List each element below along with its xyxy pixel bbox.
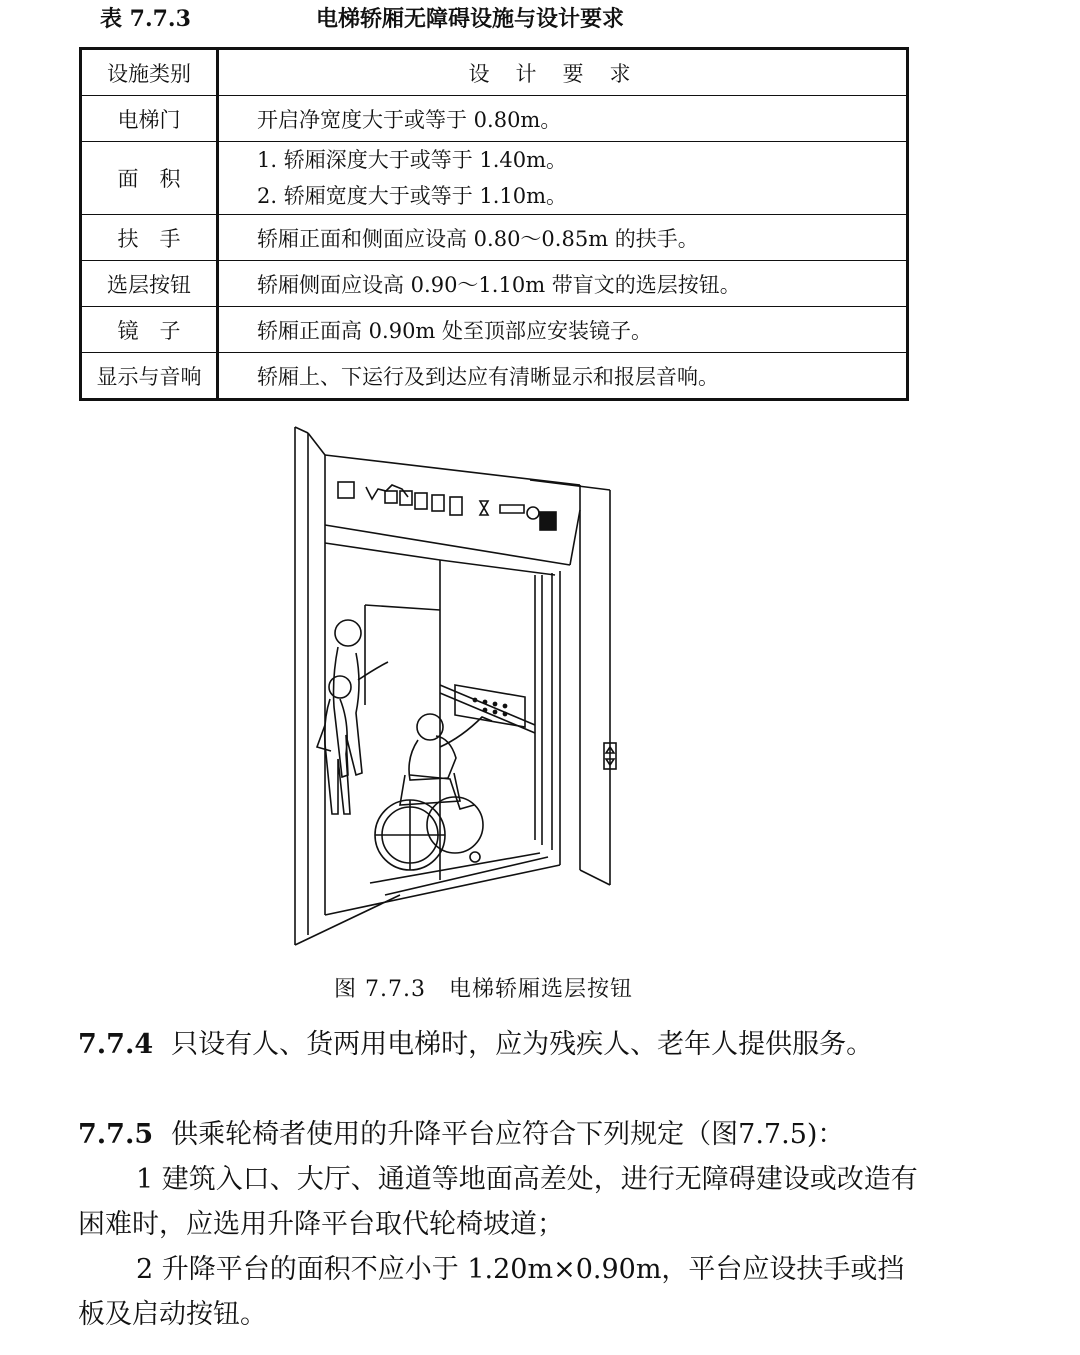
requirements-table (79, 47, 909, 401)
row-category: 电梯门 (81, 96, 218, 142)
table-row (81, 96, 908, 142)
table-row (81, 307, 908, 353)
row-requirement: 开启净宽度大于或等于 0.80m。 (218, 96, 908, 142)
row-requirement: 轿厢上、下运行及到达应有清晰显示和报层音响。 (218, 353, 908, 400)
table-number: 表 7.7.3 (100, 6, 191, 32)
header-category: 设施类别 (81, 49, 218, 96)
list-item-2 (78, 1247, 918, 1337)
table-row (81, 215, 908, 261)
row-category: 镜 子 (81, 307, 218, 353)
table-caption (0, 0, 1080, 34)
item-number: 2 (136, 1254, 154, 1285)
item-text: 升降平台的面积不应小于 1.20m×0.90m，平台应设扶手或挡板及启动按钮。 (78, 1254, 905, 1330)
row-requirement-multi (218, 142, 908, 215)
clause-7-7-5 (78, 1112, 918, 1157)
table-row (81, 261, 908, 307)
clause-number: 7.7.5 (78, 1119, 154, 1150)
row-category: 显示与音响 (81, 353, 218, 400)
row-requirement: 轿厢侧面应设高 0.90～1.10m 带盲文的选层按钮。 (218, 261, 908, 307)
header-requirements: 设计要求 (218, 49, 908, 96)
row-category: 扶 手 (81, 215, 218, 261)
row-requirement: 轿厢正面和侧面应设高 0.80～0.85m 的扶手。 (218, 215, 908, 261)
figure-caption: 图 7.7.3 电梯轿厢选层按钮 (334, 977, 633, 1002)
table-header-row (81, 49, 908, 96)
clause-text: 供乘轮椅者使用的升降平台应符合下列规定（图7.7.5)： (171, 1119, 845, 1150)
clause-7-7-4 (78, 1022, 918, 1067)
row-category: 选层按钮 (81, 261, 218, 307)
table-row (81, 353, 908, 400)
elevator-illustration (290, 425, 630, 950)
requirement-line: 1. 轿厢深度大于或等于 1.40m。 (257, 148, 568, 172)
item-number: 1 (136, 1164, 154, 1195)
list-item-1 (78, 1157, 918, 1247)
clause-text: 只设有人、货两用电梯时，应为残疾人、老年人提供服务。 (171, 1029, 874, 1060)
item-text: 建筑入口、大厅、通道等地面高差处，进行无障碍建设或改造有困难时，应选用升降平台取代轮椅坡道； (78, 1164, 918, 1240)
table-title: 电梯轿厢无障碍设施与设计要求 (316, 6, 625, 32)
row-category: 面 积 (81, 142, 218, 215)
table-row (81, 142, 908, 215)
row-requirement: 轿厢正面高 0.90m 处至顶部应安装镜子。 (218, 307, 908, 353)
requirement-line: 2. 轿厢宽度大于或等于 1.10m。 (257, 184, 568, 208)
clause-number: 7.7.4 (78, 1029, 154, 1060)
